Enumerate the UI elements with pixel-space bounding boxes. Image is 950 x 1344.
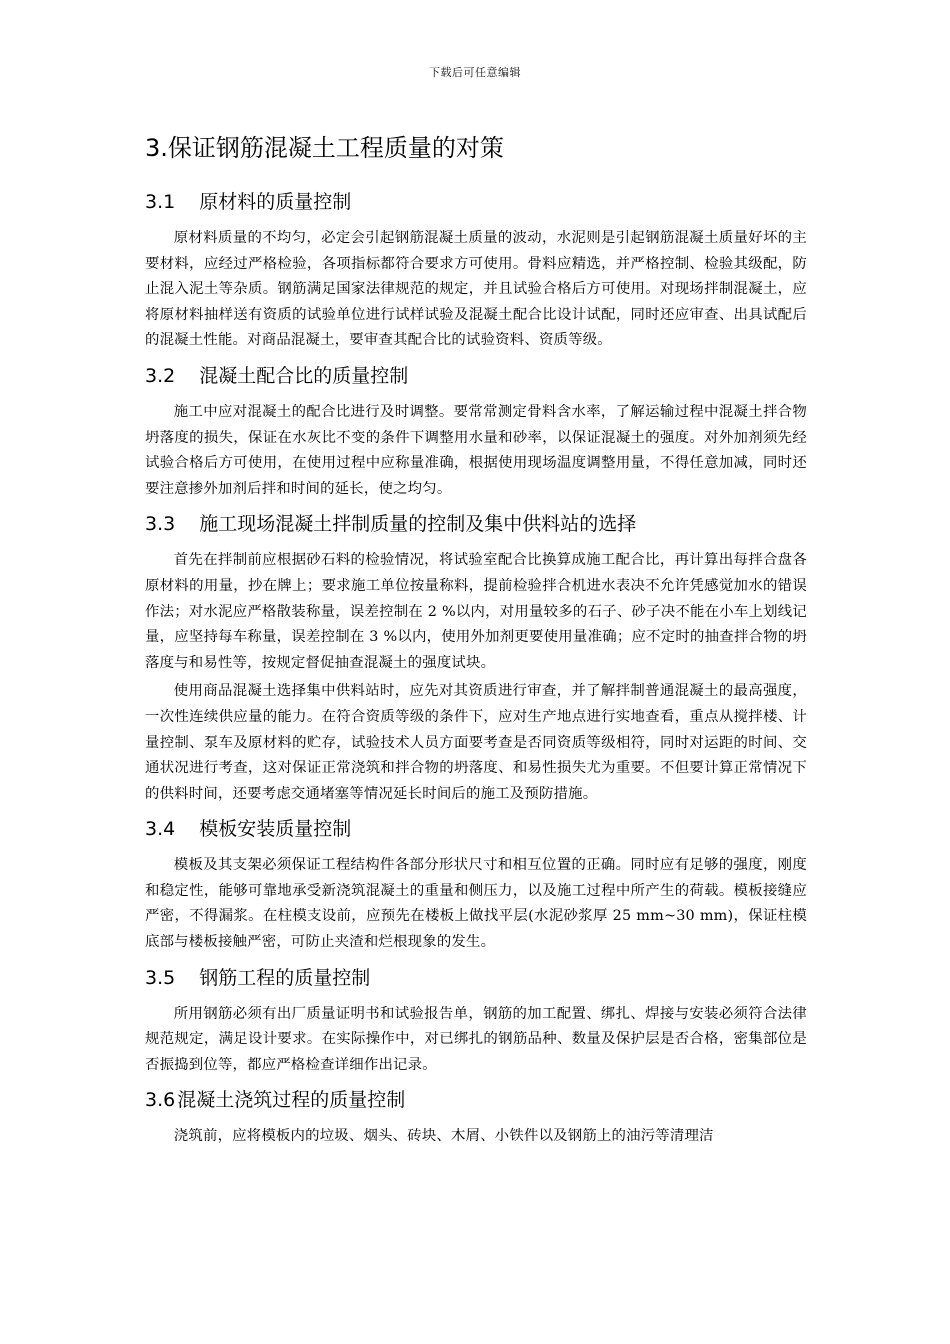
- document-body: [145, 128, 807, 1156]
- section-number: 3.4: [145, 818, 176, 841]
- section-number: 3.6: [145, 1089, 176, 1112]
- paragraph: 原材料质量的不均匀，必定会引起钢筋混凝土质量的波动，水泥则是引起钢筋混凝土质量好坏的主要材料，应经过严格检验，各项指标都符合要求方可使用。骨料应精选，并严格控制、检验其级配，防止混入泥土等杂质。钢筋满足国家法律规范的规定，并且试验合格后方可使用。对现场拌制混凝土，应将原材料抽样送有资质的试验单位进行试样试验及混凝土配合比设计试配，同时还应审查、出具试配后的混凝土性能。对商品混凝土，要审查其配合比的试验资料、资质等级。: [145, 230, 807, 349]
- section-3-2: [145, 360, 807, 502]
- paragraph: 模板及其支架必须保证工程结构件各部分形状尺寸和相互位置的正确。同时应有足够的强度，刚度和稳定性，能够可靠地承受新浇筑混凝土的重量和侧压力，以及施工过程中所产生的荷载。模板接缝应严密，不得漏浆。在柱模支设前，应预先在楼板上做找平层(水泥砂浆厚 25 mm~30 mm)，保证柱模底部与楼板接触严密，可防止夹渣和烂根现象的发生。: [145, 857, 807, 951]
- section-heading: [145, 813, 807, 845]
- section-3-5: [145, 962, 807, 1079]
- section-title: 施工现场混凝土拌制质量的控制及集中供料站的选择: [199, 513, 637, 536]
- page-header: 下载后可任意编辑: [429, 66, 521, 79]
- section-3-6: [145, 1084, 807, 1150]
- paragraph: 使用商品混凝土选择集中供料站时，应先对其资质进行审查，并了解拌制普通混凝土的最高强度，一次性连续供应量的能力。在符合资质等级的条件下，应对生产地点进行实地查看，重点从搅拌楼、计量控制、泵车及原材料的贮存，试验技术人员方面要考查是否同资质等级相符，同时对运距的时间、交通状况进行考查，这对保证正常浇筑和拌合物的坍落度、和易性损失尤为重要。不但要计算正常情况下的供料时间，还要考虑交通堵塞等情况延长时间后的施工及预防措施。: [145, 683, 807, 802]
- chapter-title: 3.保证钢筋混凝土工程质量的对策: [145, 134, 504, 162]
- section-number: 3.1: [145, 191, 176, 213]
- section-heading: [145, 360, 807, 392]
- section-heading: [145, 186, 807, 218]
- section-number: 3.3: [145, 513, 176, 536]
- section-heading: [145, 508, 807, 540]
- section-title: 原材料的质量控制: [199, 191, 352, 213]
- section-3-4: [145, 813, 807, 955]
- section-3-1: [145, 186, 807, 354]
- section-heading: [145, 1084, 807, 1116]
- section-title: 模板安装质量控制: [199, 818, 352, 841]
- section-3-3: [145, 508, 807, 807]
- paragraph: 首先在拌制前应根据砂石料的检验情况，将试验室配合比换算成施工配合比，再计算出每拌合盘各原材料的用量，抄在牌上；要求施工单位按量称料，提前检验拌合机进水表决不允许凭感觉加水的错误作法；对水泥应严格散装称量，误差控制在 2 %以内，对用量较多的石子、砂子决不能在小车上划线记量，应坚持每车称量，误差控制在 3 %以内，使用外加剂更要使用量准确；应不定时的抽查拌合物的坍落度与和易性等，按规定督促抽查混凝土的强度试块。: [145, 552, 807, 671]
- section-title: 钢筋工程的质量控制: [199, 966, 371, 989]
- section-heading: [145, 962, 807, 994]
- paragraph: 浇筑前，应将模板内的垃圾、烟头、砖块、木屑、小铁件以及钢筋上的油污等清理洁: [173, 1128, 714, 1145]
- section-title: 混凝土配合比的质量控制: [199, 364, 409, 387]
- paragraph: 施工中应对混凝土的配合比进行及时调整。要常常测定骨料含水率，了解运输过程中混凝土拌合物坍落度的损失，保证在水灰比不变的条件下调整用水量和砂率，以保证混凝土的强度。对外加剂须先经试验合格后方可使用，在使用过程中应称量准确，根据使用现场温度调整用量，不得任意加减，同时还要注意掺外加剂后拌和时间的延长，使之均匀。: [145, 403, 807, 497]
- section-number: 3.5: [145, 966, 176, 989]
- paragraph: 所用钢筋必须有出厂质量证明书和试验报告单，钢筋的加工配置、绑扎、焊接与安装必须符合法律规范规定，满足设计要求。在实际操作中，对已绑扎的钢筋品种、数量及保护层是否合格，密集部位是否振捣到位等，都应严格检查详细作出记录。: [145, 1005, 807, 1073]
- section-number: 3.2: [145, 364, 176, 387]
- section-title: 混凝土浇筑过程的质量控制: [177, 1089, 406, 1112]
